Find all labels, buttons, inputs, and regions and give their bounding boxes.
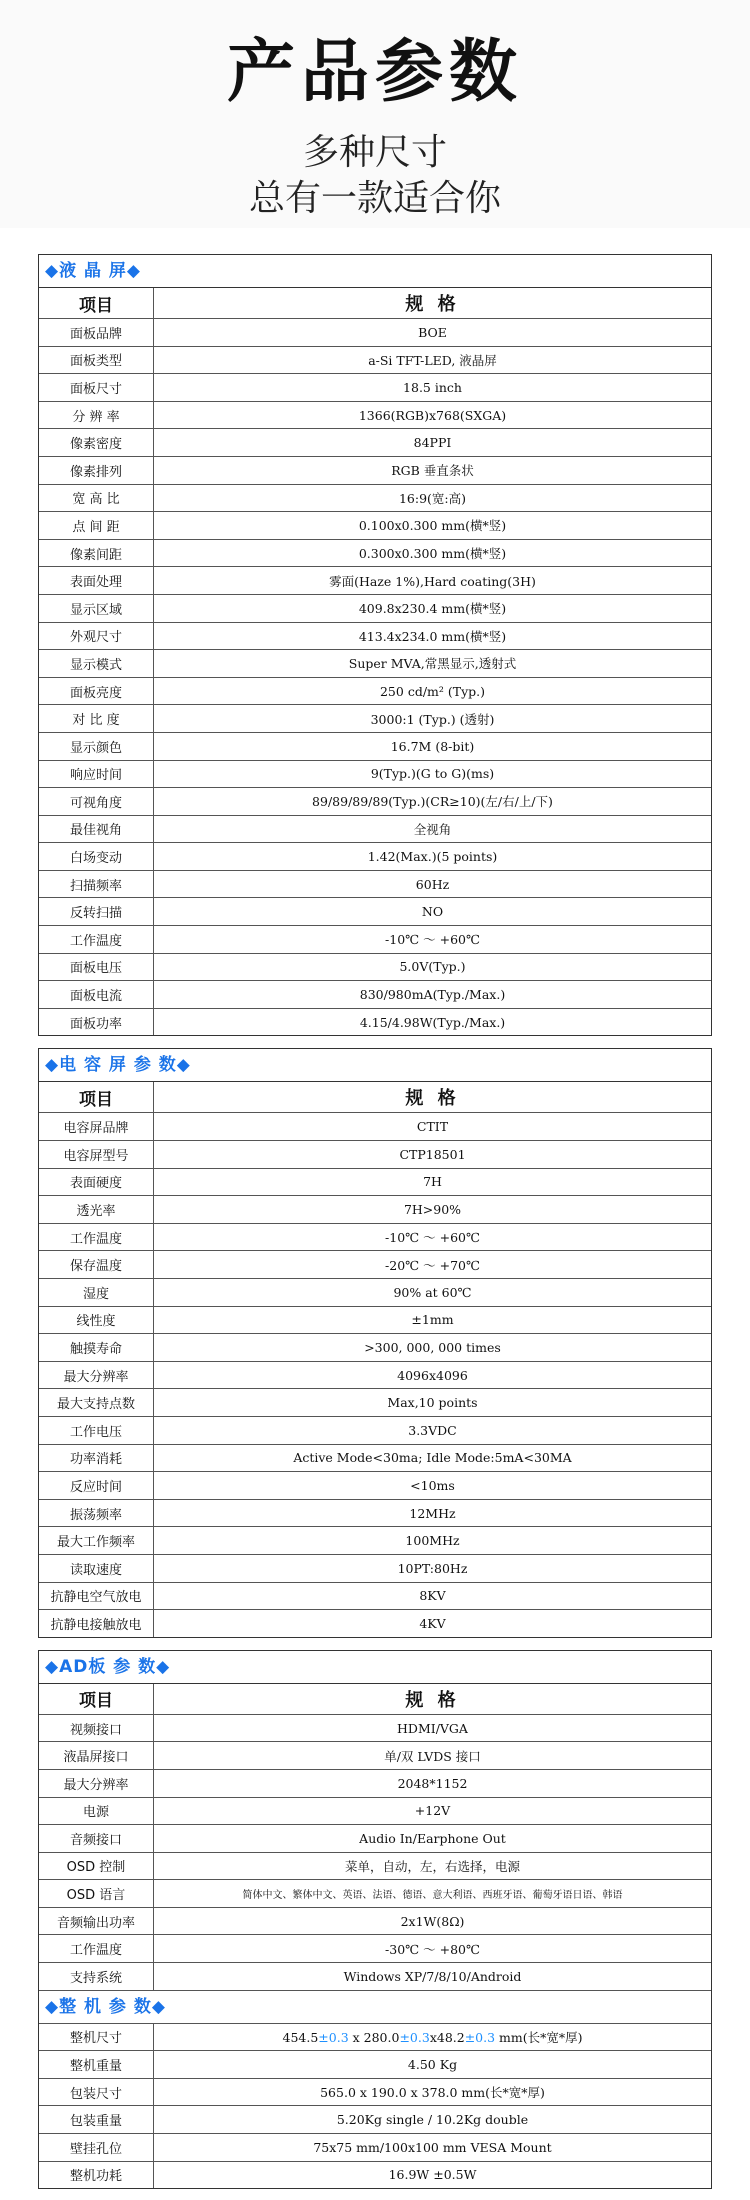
table-row — [39, 1223, 711, 1251]
row-value: 409.8x230.4 mm(横*竖) — [154, 594, 712, 622]
row-value: 250 cd/m² (Typ.) — [154, 677, 712, 705]
subtitle-line-1: 多种尺寸 — [302, 132, 447, 173]
row-value: 12MHz — [154, 1499, 712, 1527]
row-label: 线性度 — [39, 1306, 154, 1334]
table-row — [39, 788, 711, 816]
table-row — [39, 953, 711, 981]
table-row — [39, 2078, 711, 2106]
ctp-section-title: ◆电 容 屏 参 数◆ — [39, 1049, 711, 1082]
subtitle-line-2: 总有一款适合你 — [248, 178, 501, 219]
row-label: 音频接口 — [39, 1825, 154, 1853]
row-value: CTP18501 — [154, 1141, 712, 1169]
table-row — [39, 926, 711, 954]
row-value: 9(Typ.)(G to G)(ms) — [154, 760, 712, 788]
row-label: 点 间 距 — [39, 512, 154, 540]
row-value: Windows XP/7/8/10/Android — [154, 1963, 712, 1990]
table-row — [39, 1279, 711, 1307]
row-label: 读取速度 — [39, 1554, 154, 1582]
table-row — [39, 1008, 711, 1035]
row-value: -10℃ ～ +60℃ — [154, 926, 712, 954]
table-row — [39, 1582, 711, 1610]
row-label: 包装尺寸 — [39, 2078, 154, 2106]
row-value: -10℃ ～ +60℃ — [154, 1223, 712, 1251]
row-value: 830/980mA(Typ./Max.) — [154, 981, 712, 1009]
header-item: 项目 — [39, 1082, 154, 1113]
table-row — [39, 843, 711, 871]
table-row — [39, 539, 711, 567]
row-value: 3.3VDC — [154, 1416, 712, 1444]
row-label: 支持系统 — [39, 1963, 154, 1990]
row-label: 显示颜色 — [39, 732, 154, 760]
table-row — [39, 1472, 711, 1500]
row-label: 抗静电接触放电 — [39, 1610, 154, 1637]
row-label: 整机尺寸 — [39, 2023, 154, 2051]
row-value: 5.0V(Typ.) — [154, 953, 712, 981]
table-row — [39, 401, 711, 429]
row-label: 显示区域 — [39, 594, 154, 622]
table-row — [39, 1769, 711, 1797]
table-row — [39, 1168, 711, 1196]
table-row — [39, 374, 711, 402]
lcd-table — [39, 288, 711, 1035]
row-label: 壁挂孔位 — [39, 2134, 154, 2162]
row-label: 面板电压 — [39, 953, 154, 981]
hero-banner — [0, 0, 750, 228]
row-value: +12V — [154, 1797, 712, 1825]
row-label: 面板亮度 — [39, 677, 154, 705]
row-value: RGB 垂直条状 — [154, 456, 712, 484]
row-label: 像素密度 — [39, 429, 154, 457]
table-row — [39, 1554, 711, 1582]
row-value: 10PT:80Hz — [154, 1554, 712, 1582]
table-row — [39, 1361, 711, 1389]
table-row — [39, 1742, 711, 1770]
ctp-section — [38, 1048, 712, 1637]
row-value: 3000:1 (Typ.) (透射) — [154, 705, 712, 733]
table-row — [39, 677, 711, 705]
row-value: <10ms — [154, 1472, 712, 1500]
table-row — [39, 760, 711, 788]
table-header-row — [39, 288, 711, 319]
row-value: 4.15/4.98W(Typ./Max.) — [154, 1008, 712, 1035]
row-value: Active Mode<30ma; Idle Mode:5mA<30MA — [154, 1444, 712, 1472]
table-row — [39, 732, 711, 760]
table-row — [39, 319, 711, 347]
row-value: 100MHz — [154, 1527, 712, 1555]
row-value: 90% at 60℃ — [154, 1279, 712, 1307]
row-label: OSD 语言 — [39, 1880, 154, 1908]
row-value: 565.0 x 190.0 x 378.0 mm(长*宽*厚) — [154, 2078, 712, 2106]
row-value: 413.4x234.0 mm(横*竖) — [154, 622, 712, 650]
ctp-table — [39, 1082, 711, 1636]
row-label: 包装重量 — [39, 2106, 154, 2134]
table-row — [39, 1251, 711, 1279]
table-row — [39, 1714, 711, 1742]
table-row — [39, 456, 711, 484]
row-label: 触摸寿命 — [39, 1334, 154, 1362]
row-label: 振荡频率 — [39, 1499, 154, 1527]
row-value: 84PPI — [154, 429, 712, 457]
table-header-row — [39, 1684, 711, 1715]
table-row — [39, 1852, 711, 1880]
row-label: 电容屏品牌 — [39, 1113, 154, 1141]
row-label: 扫描频率 — [39, 870, 154, 898]
row-value: 5.20Kg single / 10.2Kg double — [154, 2106, 712, 2134]
row-value: 89/89/89/89(Typ.)(CR≥10)(左/右/上/下) — [154, 788, 712, 816]
row-label: 面板尺寸 — [39, 374, 154, 402]
row-value: 菜单，自动，左，右选择，电源 — [154, 1852, 712, 1880]
table-row — [39, 815, 711, 843]
row-value: 16.9W ±0.5W — [154, 2161, 712, 2188]
row-label: 透光率 — [39, 1196, 154, 1224]
whole-table — [39, 2023, 711, 2189]
table-row — [39, 650, 711, 678]
row-label: 像素间距 — [39, 539, 154, 567]
row-value: 0.100x0.300 mm(横*竖) — [154, 512, 712, 540]
table-header-row — [39, 1082, 711, 1113]
row-value: 雾面(Haze 1%),Hard coating(3H) — [154, 567, 712, 595]
row-label: 反转扫描 — [39, 898, 154, 926]
table-row — [39, 2134, 711, 2162]
row-value: NO — [154, 898, 712, 926]
row-label: 整机功耗 — [39, 2161, 154, 2188]
row-value: HDMI/VGA — [154, 1714, 712, 1742]
row-label: 电源 — [39, 1797, 154, 1825]
ad-section — [38, 1650, 712, 2190]
row-value: 4096x4096 — [154, 1361, 712, 1389]
table-row — [39, 1825, 711, 1853]
size-thickness: x48.2 — [429, 2029, 465, 2045]
header-item: 项目 — [39, 288, 154, 319]
table-row — [39, 1610, 711, 1637]
row-label: 最大分辨率 — [39, 1769, 154, 1797]
row-label: 表面处理 — [39, 567, 154, 595]
row-label: 功率消耗 — [39, 1444, 154, 1472]
row-label: 保存温度 — [39, 1251, 154, 1279]
row-label: 工作温度 — [39, 1935, 154, 1963]
ad-section-title: ◆AD板 参 数◆ — [39, 1651, 711, 1684]
row-value: 4.50 Kg — [154, 2051, 712, 2079]
tolerance-length: ±0.3 — [318, 2029, 349, 2045]
row-value: 简体中文、繁体中文、英语、法语、德语、意大利语、西班牙语、葡萄牙语日语、韩语 — [154, 1880, 712, 1908]
row-label: 工作电压 — [39, 1416, 154, 1444]
row-label: 工作温度 — [39, 926, 154, 954]
row-value: Super MVA,常黑显示,透射式 — [154, 650, 712, 678]
row-label: 最佳视角 — [39, 815, 154, 843]
table-row — [39, 484, 711, 512]
tolerance-width: ±0.3 — [399, 2029, 430, 2045]
row-value: 2x1W(8Ω) — [154, 1907, 712, 1935]
row-label: 面板功率 — [39, 1008, 154, 1035]
row-label: 反应时间 — [39, 1472, 154, 1500]
row-label: 液晶屏接口 — [39, 1742, 154, 1770]
row-label: 响应时间 — [39, 760, 154, 788]
row-value: Max,10 points — [154, 1389, 712, 1417]
whole-section-title: ◆整 机 参 数◆ — [39, 1990, 711, 2023]
row-value: 16.7M (8-bit) — [154, 732, 712, 760]
row-value: ±1mm — [154, 1306, 712, 1334]
table-row — [39, 594, 711, 622]
header-spec: 规 格 — [405, 294, 460, 315]
row-label: 外观尺寸 — [39, 622, 154, 650]
row-value: >300, 000, 000 times — [154, 1334, 712, 1362]
row-value: 全视角 — [154, 815, 712, 843]
row-label: 面板类型 — [39, 346, 154, 374]
table-row — [39, 567, 711, 595]
table-row — [39, 2051, 711, 2079]
row-label: 面板电流 — [39, 981, 154, 1009]
row-value: -30℃ ～ +80℃ — [154, 1935, 712, 1963]
table-row — [39, 1499, 711, 1527]
row-value: BOE — [154, 319, 712, 347]
spec-sections — [38, 254, 712, 2189]
row-value: 18.5 inch — [154, 374, 712, 402]
row-value: 0.300x0.300 mm(横*竖) — [154, 539, 712, 567]
row-label: 面板品牌 — [39, 319, 154, 347]
table-row — [39, 429, 711, 457]
table-row — [39, 1880, 711, 1908]
row-label: OSD 控制 — [39, 1852, 154, 1880]
table-row — [39, 1141, 711, 1169]
row-value: 16:9(宽:高) — [154, 484, 712, 512]
row-value: 60Hz — [154, 870, 712, 898]
size-sep-1: x — [348, 2029, 364, 2045]
row-value: a-Si TFT-LED, 液晶屏 — [154, 346, 712, 374]
table-row — [39, 1963, 711, 1990]
table-row — [39, 1113, 711, 1141]
table-row — [39, 1389, 711, 1417]
row-value: 1.42(Max.)(5 points) — [154, 843, 712, 871]
table-row — [39, 2161, 711, 2188]
row-value: Audio In/Earphone Out — [154, 1825, 712, 1853]
size-length: 454.5 — [282, 2029, 319, 2045]
header-spec: 规 格 — [405, 1689, 460, 1711]
table-row — [39, 512, 711, 540]
row-label: 像素排列 — [39, 456, 154, 484]
row-value: 1366(RGB)x768(SXGA) — [154, 401, 712, 429]
row-label: 最大支持点数 — [39, 1389, 154, 1417]
table-row — [39, 1306, 711, 1334]
table-row — [39, 622, 711, 650]
row-value: 单/双 LVDS 接口 — [154, 1742, 712, 1770]
table-row — [39, 1196, 711, 1224]
size-width: 280.0 — [363, 2029, 400, 2045]
row-label: 最大分辨率 — [39, 1361, 154, 1389]
row-value: -20℃ ～ +70℃ — [154, 1251, 712, 1279]
row-value: 8KV — [154, 1582, 712, 1610]
row-label: 视频接口 — [39, 1714, 154, 1742]
table-row — [39, 1907, 711, 1935]
row-value: 7H>90% — [154, 1196, 712, 1224]
lcd-section-title: ◆液 晶 屏◆ — [39, 255, 711, 288]
header-item: 项目 — [39, 1684, 154, 1715]
row-value: 7H — [154, 1168, 712, 1196]
tolerance-thickness: ±0.3 — [464, 2029, 496, 2045]
table-row — [39, 2106, 711, 2134]
header-spec: 规 格 — [405, 1088, 460, 1110]
row-label: 湿度 — [39, 1279, 154, 1307]
lcd-section — [38, 254, 712, 1036]
size-unit: mm(长*宽*厚) — [495, 2029, 583, 2045]
row-label: 白场变动 — [39, 843, 154, 871]
row-label: 显示模式 — [39, 650, 154, 678]
table-row — [39, 2023, 711, 2051]
page-title: 产品参数 — [226, 33, 523, 112]
row-label: 整机重量 — [39, 2051, 154, 2079]
table-row — [39, 1527, 711, 1555]
row-label: 工作温度 — [39, 1223, 154, 1251]
row-label: 分 辨 率 — [39, 401, 154, 429]
row-label: 可视角度 — [39, 788, 154, 816]
row-value — [154, 2023, 712, 2051]
table-row — [39, 1444, 711, 1472]
row-label: 抗静电空气放电 — [39, 1582, 154, 1610]
table-row — [39, 1797, 711, 1825]
row-label: 最大工作频率 — [39, 1527, 154, 1555]
table-row — [39, 346, 711, 374]
ad-table — [39, 1684, 711, 1990]
row-value: 2048*1152 — [154, 1769, 712, 1797]
row-label: 对 比 度 — [39, 705, 154, 733]
row-label: 表面硬度 — [39, 1168, 154, 1196]
row-label: 音频输出功率 — [39, 1907, 154, 1935]
table-row — [39, 1935, 711, 1963]
row-label: 电容屏型号 — [39, 1141, 154, 1169]
row-value: CTIT — [154, 1113, 712, 1141]
table-row — [39, 1416, 711, 1444]
table-row — [39, 981, 711, 1009]
table-row — [39, 898, 711, 926]
table-row — [39, 870, 711, 898]
row-value: 75x75 mm/100x100 mm VESA Mount — [154, 2134, 712, 2162]
table-row — [39, 1334, 711, 1362]
table-row — [39, 705, 711, 733]
row-value: 4KV — [154, 1610, 712, 1637]
row-label: 宽 高 比 — [39, 484, 154, 512]
